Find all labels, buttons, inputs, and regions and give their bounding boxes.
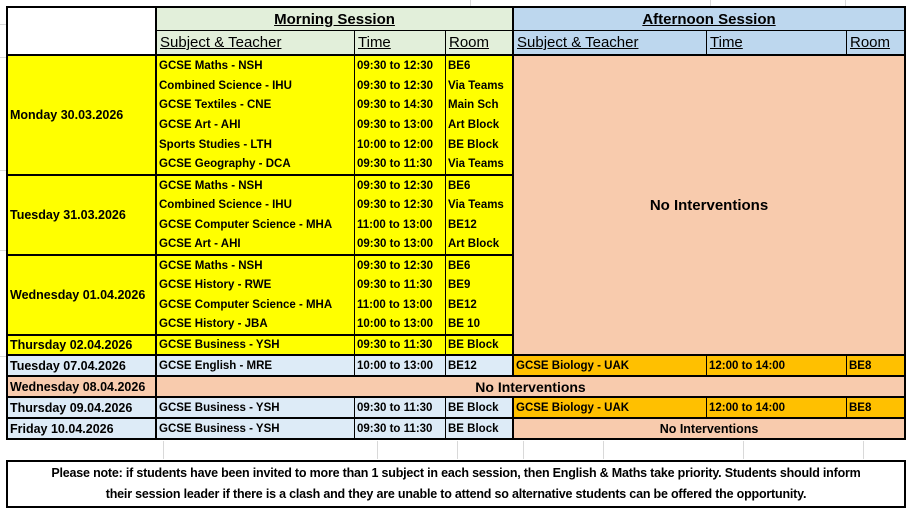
gridline: [523, 441, 524, 459]
afternoon-room-header[interactable]: Room: [847, 31, 904, 54]
week2-row: [8, 377, 904, 398]
time-cell[interactable]: 12:00 to 14:00: [707, 356, 847, 375]
subject-cell[interactable]: GCSE Maths - NSH: [157, 176, 355, 196]
session-row: [157, 76, 514, 96]
subject-cell[interactable]: GCSE Biology - UAK: [514, 398, 707, 417]
session-row: [157, 235, 514, 255]
room-cell[interactable]: BE 10: [446, 315, 514, 335]
subject-cell[interactable]: GCSE Biology - UAK: [514, 356, 707, 375]
subject-cell[interactable]: GCSE Maths - NSH: [157, 56, 355, 76]
gridline: [863, 441, 864, 459]
afternoon-session-title[interactable]: Afternoon Session: [514, 8, 904, 30]
session-row: [157, 215, 514, 235]
room-cell[interactable]: Via Teams: [446, 76, 514, 96]
session-rows: [157, 176, 514, 254]
room-cell[interactable]: Main Sch: [446, 95, 514, 115]
week1-morning-area: [8, 56, 514, 354]
note-line1: Please note: if students have been invited to more than 1 subject in each session, then English & Maths take priority. Students should inform: [51, 466, 861, 480]
subject-cell[interactable]: GCSE History - RWE: [157, 276, 355, 296]
afternoon-time-header[interactable]: Time: [707, 31, 847, 54]
time-cell[interactable]: 09:30 to 11:30: [355, 276, 446, 296]
room-cell[interactable]: BE12: [446, 215, 514, 235]
room-cell[interactable]: Art Block: [446, 235, 514, 255]
room-cell[interactable]: BE12: [446, 356, 514, 375]
gridline: [163, 441, 164, 459]
room-cell[interactable]: BE6: [446, 256, 514, 276]
session-rows: [157, 56, 514, 174]
morning-room-header[interactable]: Room: [446, 31, 514, 54]
note-line2: their session leader if there is a clash and they are unable to attend so alternative students can be offered the opportunity.: [105, 487, 807, 501]
time-cell[interactable]: 09:30 to 11:30: [355, 398, 446, 417]
subject-cell[interactable]: GCSE English - MRE: [157, 356, 355, 375]
time-cell[interactable]: 09:30 to 14:30: [355, 95, 446, 115]
time-cell[interactable]: 09:30 to 12:30: [355, 76, 446, 96]
room-cell[interactable]: BE Block: [446, 398, 514, 417]
session-row: [157, 115, 514, 135]
time-cell[interactable]: 09:30 to 12:30: [355, 176, 446, 196]
session-row: [157, 256, 514, 276]
session-row: [157, 336, 514, 354]
session-row: [157, 176, 514, 196]
time-cell[interactable]: 12:00 to 14:00: [707, 398, 847, 417]
gridline: [603, 441, 604, 459]
no-interventions-cell[interactable]: No Interventions: [157, 377, 904, 396]
room-cell[interactable]: BE6: [446, 176, 514, 196]
session-row: [157, 196, 514, 216]
subject-cell[interactable]: Combined Science - IHU: [157, 76, 355, 96]
gridline: [743, 441, 744, 459]
header-right: [157, 8, 904, 54]
time-cell[interactable]: 09:30 to 11:30: [355, 154, 446, 174]
afternoon-no-interventions-cell[interactable]: No Interventions: [514, 56, 904, 354]
time-cell[interactable]: 11:00 to 13:00: [355, 215, 446, 235]
week2-row: [8, 419, 904, 438]
day-cell[interactable]: Thursday 02.04.2026: [8, 336, 157, 354]
day-group: [8, 336, 514, 354]
room-cell[interactable]: BE Block: [446, 135, 514, 155]
gridline: [377, 441, 378, 459]
room-cell[interactable]: BE12: [446, 295, 514, 315]
time-cell[interactable]: 10:00 to 12:00: [355, 135, 446, 155]
header-day-empty-cell[interactable]: [8, 8, 157, 54]
header-rows: [8, 8, 904, 56]
session-row: [157, 135, 514, 155]
subject-cell[interactable]: GCSE Maths - NSH: [157, 256, 355, 276]
room-cell[interactable]: BE8: [847, 398, 904, 417]
day-cell[interactable]: Tuesday 31.03.2026: [8, 176, 157, 254]
time-cell[interactable]: 09:30 to 12:30: [355, 196, 446, 216]
morning-session-title[interactable]: Morning Session: [157, 8, 514, 30]
morning-subject-teacher-header[interactable]: Subject & Teacher: [157, 31, 355, 54]
room-cell[interactable]: BE8: [847, 356, 904, 375]
subject-cell[interactable]: GCSE Computer Science - MHA: [157, 215, 355, 235]
intervention-timetable: [6, 6, 906, 440]
time-cell[interactable]: 09:30 to 11:30: [355, 336, 446, 354]
session-row: [157, 95, 514, 115]
subject-cell[interactable]: GCSE Business - YSH: [157, 336, 355, 354]
day-cell[interactable]: Wednesday 08.04.2026: [8, 377, 157, 396]
day-group: [8, 56, 514, 176]
session-rows: [157, 256, 514, 334]
subject-cell[interactable]: GCSE Art - AHI: [157, 115, 355, 135]
subject-cell[interactable]: GCSE History - JBA: [157, 315, 355, 335]
subject-cell[interactable]: Combined Science - IHU: [157, 196, 355, 216]
subject-cell[interactable]: GCSE Textiles - CNE: [157, 95, 355, 115]
no-interventions-cell[interactable]: No Interventions: [514, 419, 904, 438]
note-box: [6, 460, 906, 508]
subject-cell[interactable]: GCSE Computer Science - MHA: [157, 295, 355, 315]
column-header-row: [157, 31, 904, 54]
time-cell[interactable]: 09:30 to 11:30: [355, 419, 446, 438]
subject-cell[interactable]: Sports Studies - LTH: [157, 135, 355, 155]
session-row: [157, 295, 514, 315]
week2-row: [8, 356, 904, 377]
day-cell[interactable]: Tuesday 07.04.2026: [8, 356, 157, 375]
room-cell[interactable]: Via Teams: [446, 196, 514, 216]
day-group: [8, 176, 514, 256]
session-row: [157, 276, 514, 296]
subject-cell[interactable]: GCSE Geography - DCA: [157, 154, 355, 174]
day-group: [8, 256, 514, 336]
gridline: [457, 441, 458, 459]
time-cell[interactable]: 09:30 to 13:00: [355, 235, 446, 255]
afternoon-subject-teacher-header[interactable]: Subject & Teacher: [514, 31, 707, 54]
subject-cell[interactable]: GCSE Business - YSH: [157, 419, 355, 438]
time-cell[interactable]: 09:30 to 12:30: [355, 56, 446, 76]
room-cell[interactable]: Art Block: [446, 115, 514, 135]
room-cell[interactable]: Via Teams: [446, 154, 514, 174]
morning-time-header[interactable]: Time: [355, 31, 446, 54]
subject-cell[interactable]: GCSE Art - AHI: [157, 235, 355, 255]
time-cell[interactable]: 09:30 to 12:30: [355, 256, 446, 276]
day-cell[interactable]: Wednesday 01.04.2026: [8, 256, 157, 334]
day-cell[interactable]: Thursday 09.04.2026: [8, 398, 157, 417]
day-cell[interactable]: Monday 30.03.2026: [8, 56, 157, 174]
time-cell[interactable]: 11:00 to 13:00: [355, 295, 446, 315]
session-rows: [157, 336, 514, 354]
time-cell[interactable]: 10:00 to 13:00: [355, 315, 446, 335]
session-row: [157, 154, 514, 174]
week2-row: [8, 398, 904, 419]
room-cell[interactable]: BE9: [446, 276, 514, 296]
time-cell[interactable]: 09:30 to 13:00: [355, 115, 446, 135]
time-cell[interactable]: 10:00 to 13:00: [355, 356, 446, 375]
week1-section: [8, 56, 904, 356]
week2-section: [8, 356, 904, 438]
subject-cell[interactable]: GCSE Business - YSH: [157, 398, 355, 417]
session-title-row: [157, 8, 904, 31]
room-cell[interactable]: BE6: [446, 56, 514, 76]
day-cell[interactable]: Friday 10.04.2026: [8, 419, 157, 438]
room-cell[interactable]: BE Block: [446, 336, 514, 354]
session-row: [157, 56, 514, 76]
room-cell[interactable]: BE Block: [446, 419, 514, 438]
session-row: [157, 315, 514, 335]
